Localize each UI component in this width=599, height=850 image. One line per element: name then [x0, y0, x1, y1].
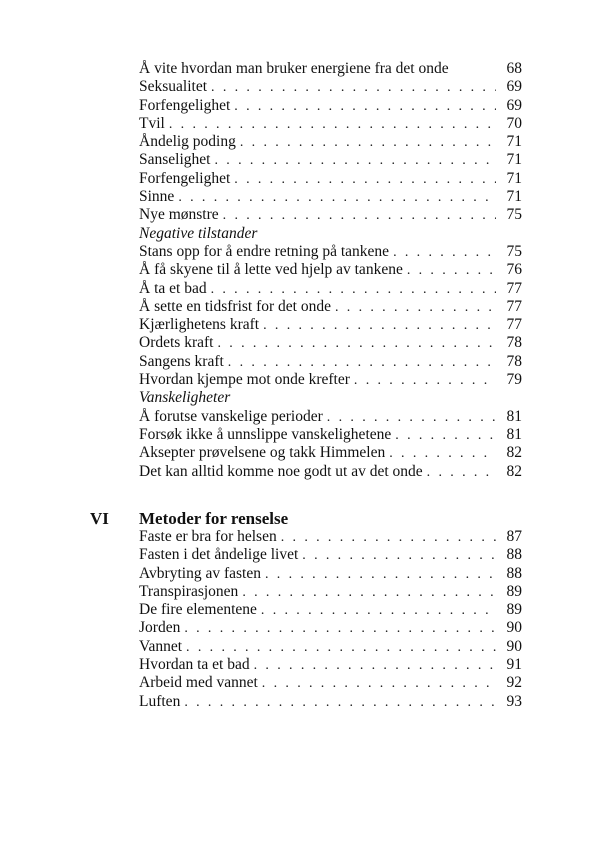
toc-entry-title: Sangens kraft	[139, 352, 224, 370]
toc-entry	[139, 693, 522, 711]
toc-entry-title: Det kan alltid komme noe godt ut av det onde	[139, 462, 423, 480]
toc-entry	[139, 638, 522, 656]
toc-entry-page-number: 93	[506, 692, 522, 710]
toc-entry-page-number: 87	[506, 528, 522, 545]
toc-entry	[139, 426, 522, 444]
toc-entry	[139, 316, 522, 334]
toc-entry-title: Forfengelighet	[139, 169, 231, 187]
dot-leader	[223, 207, 496, 225]
dot-leader	[211, 79, 496, 97]
toc-entry	[139, 151, 522, 169]
toc-entry-page-number: 88	[506, 564, 522, 582]
toc-entry-page-number: 69	[506, 78, 522, 96]
toc-entry-page-number: 71	[506, 133, 522, 151]
toc-entry-title: Å få skyene til å lette ved hjelp av tankene	[139, 261, 403, 279]
toc-entry-title: Å sette en tidsfrist for det onde	[139, 297, 331, 315]
toc-entry	[139, 78, 522, 96]
toc-entry-title: Tvil	[139, 114, 165, 132]
toc-entry-page-number: 88	[506, 546, 522, 564]
dot-leader	[211, 281, 496, 299]
toc-entry	[139, 133, 522, 151]
toc-entry	[139, 583, 522, 601]
toc-entry-page-number: 68	[506, 60, 522, 77]
toc-entry-title: Forfengelighet	[139, 96, 231, 114]
dot-leader	[393, 244, 496, 262]
toc-entry-page-number: 75	[506, 206, 522, 224]
toc-entry-page-number: 76	[506, 261, 522, 279]
dot-leader	[254, 657, 496, 675]
toc-entry-page-number: 81	[506, 407, 522, 425]
toc-entry	[139, 444, 522, 462]
dot-leader	[242, 584, 496, 602]
toc-entry	[139, 656, 522, 674]
toc-block-upper	[139, 60, 522, 481]
toc-entry-title: Avbryting av fasten	[139, 564, 261, 582]
toc-entry	[139, 206, 522, 224]
toc-entry-title: Faste er bra for helsen	[139, 528, 277, 545]
dot-leader	[234, 98, 496, 116]
toc-entry	[139, 97, 522, 115]
toc-entry-title: Vannet	[139, 637, 183, 655]
dot-leader	[281, 529, 496, 547]
toc-entry-page-number: 71	[506, 151, 522, 169]
toc-entry	[139, 546, 522, 564]
toc-entry-title: Å vite hvordan man bruker energiene fra det onde	[139, 60, 449, 77]
toc-entry-page-number: 77	[506, 297, 522, 315]
toc-entry-title: De fire elementene	[139, 601, 257, 619]
toc-entry-title: Sinne	[139, 188, 175, 206]
toc-entry-title: Å forutse vanskelige perioder	[139, 407, 323, 425]
toc-entry	[139, 619, 522, 637]
toc-entry	[139, 261, 522, 279]
toc-entry-title: Jorden	[139, 619, 181, 637]
toc-section-c	[139, 408, 522, 481]
dot-leader	[265, 566, 496, 584]
toc-entry-title: Å ta et bad	[139, 279, 207, 297]
toc-entry	[139, 188, 522, 206]
chapter-number: VI	[90, 509, 109, 528]
toc-entry-page-number: 71	[506, 188, 522, 206]
toc-block-lower	[139, 528, 522, 711]
toc-entry	[139, 601, 522, 619]
toc-entry-page-number: 78	[506, 352, 522, 370]
toc-entry-page-number: 90	[506, 619, 522, 637]
toc-entry-page-number: 69	[506, 96, 522, 114]
toc-entry-title: Aksepter prøvelsene og takk Himmelen	[139, 444, 386, 462]
dot-leader	[427, 464, 496, 482]
dot-leader	[407, 262, 496, 280]
chapter-title: Metoder for renselse	[139, 509, 289, 528]
toc-entry-title: Hvordan kjempe mot onde krefter	[139, 371, 350, 389]
toc-section-d	[139, 528, 522, 711]
toc-entry-title: Sanselighet	[139, 151, 211, 169]
toc-entry-title: Stans opp for å endre retning på tankene	[139, 242, 390, 260]
dot-leader	[262, 675, 496, 693]
dot-leader	[186, 639, 496, 657]
dot-leader	[240, 134, 496, 152]
dot-leader	[389, 445, 496, 463]
toc-entry-title: Hvordan ta et bad	[139, 656, 250, 674]
toc-entry	[139, 353, 522, 371]
toc-entry	[139, 565, 522, 583]
dot-leader	[169, 116, 496, 134]
toc-entry-page-number: 90	[506, 637, 522, 655]
toc-entry	[139, 298, 522, 316]
toc-entry-page-number: 82	[506, 462, 522, 480]
dot-leader	[302, 547, 496, 565]
toc-entry	[139, 115, 522, 133]
toc-entry	[139, 528, 522, 546]
toc-entry	[139, 334, 522, 352]
dot-leader	[395, 427, 496, 445]
toc-entry-page-number: 89	[506, 582, 522, 600]
toc-entry-page-number: 77	[506, 316, 522, 334]
toc-entry-title: Arbeid med vannet	[139, 674, 258, 692]
toc-entry-page-number: 71	[506, 169, 522, 187]
dot-leader	[228, 354, 496, 372]
toc-entry-page-number: 79	[506, 371, 522, 389]
toc-entry-title: Nye mønstre	[139, 206, 219, 224]
toc-entry-title: Transpirasjonen	[139, 582, 239, 600]
dot-leader	[354, 372, 496, 390]
toc-entry	[139, 170, 522, 188]
toc-entry	[139, 674, 522, 692]
toc-entry-title: Ordets kraft	[139, 334, 214, 352]
dot-leader	[327, 409, 496, 427]
toc-entry-page-number: 81	[506, 425, 522, 443]
dot-leader	[184, 620, 496, 638]
toc-subheading-negative-states: Negative tilstander	[139, 224, 258, 242]
toc-entry-title: Åndelig poding	[139, 133, 236, 151]
toc-entry-page-number: 70	[506, 114, 522, 132]
dot-leader	[234, 171, 496, 189]
toc-entry-page-number: 89	[506, 601, 522, 619]
toc-entry	[139, 408, 522, 426]
toc-entry-page-number: 82	[506, 444, 522, 462]
toc-entry	[139, 243, 522, 261]
toc-entry	[139, 60, 522, 78]
toc-entry-page-number: 75	[506, 242, 522, 260]
toc-entry-page-number: 78	[506, 334, 522, 352]
dot-leader	[217, 335, 496, 353]
toc-entry-page-number: 91	[506, 656, 522, 674]
dot-leader	[178, 189, 496, 207]
dot-leader	[214, 152, 496, 170]
toc-entry	[139, 371, 522, 389]
dot-leader	[335, 299, 496, 317]
toc-entry	[139, 463, 522, 481]
toc-entry-title: Kjærlighetens kraft	[139, 316, 260, 334]
toc-subheading-difficulties: Vanskeligheter	[139, 389, 231, 407]
toc-section-b	[139, 243, 522, 389]
toc-entry-page-number: 92	[506, 674, 522, 692]
toc-entry-title: Forsøk ikke å unnslippe vanskelighetene	[139, 425, 392, 443]
toc-entry-title: Seksualitet	[139, 78, 208, 96]
dot-leader	[263, 317, 496, 335]
dot-leader	[184, 694, 496, 712]
toc-section-a	[139, 60, 522, 225]
toc-entry-page-number: 77	[506, 279, 522, 297]
toc-entry-title: Fasten i det åndelige livet	[139, 546, 299, 564]
toc-entry	[139, 280, 522, 298]
toc-entry-title: Luften	[139, 692, 181, 710]
dot-leader	[261, 602, 496, 620]
